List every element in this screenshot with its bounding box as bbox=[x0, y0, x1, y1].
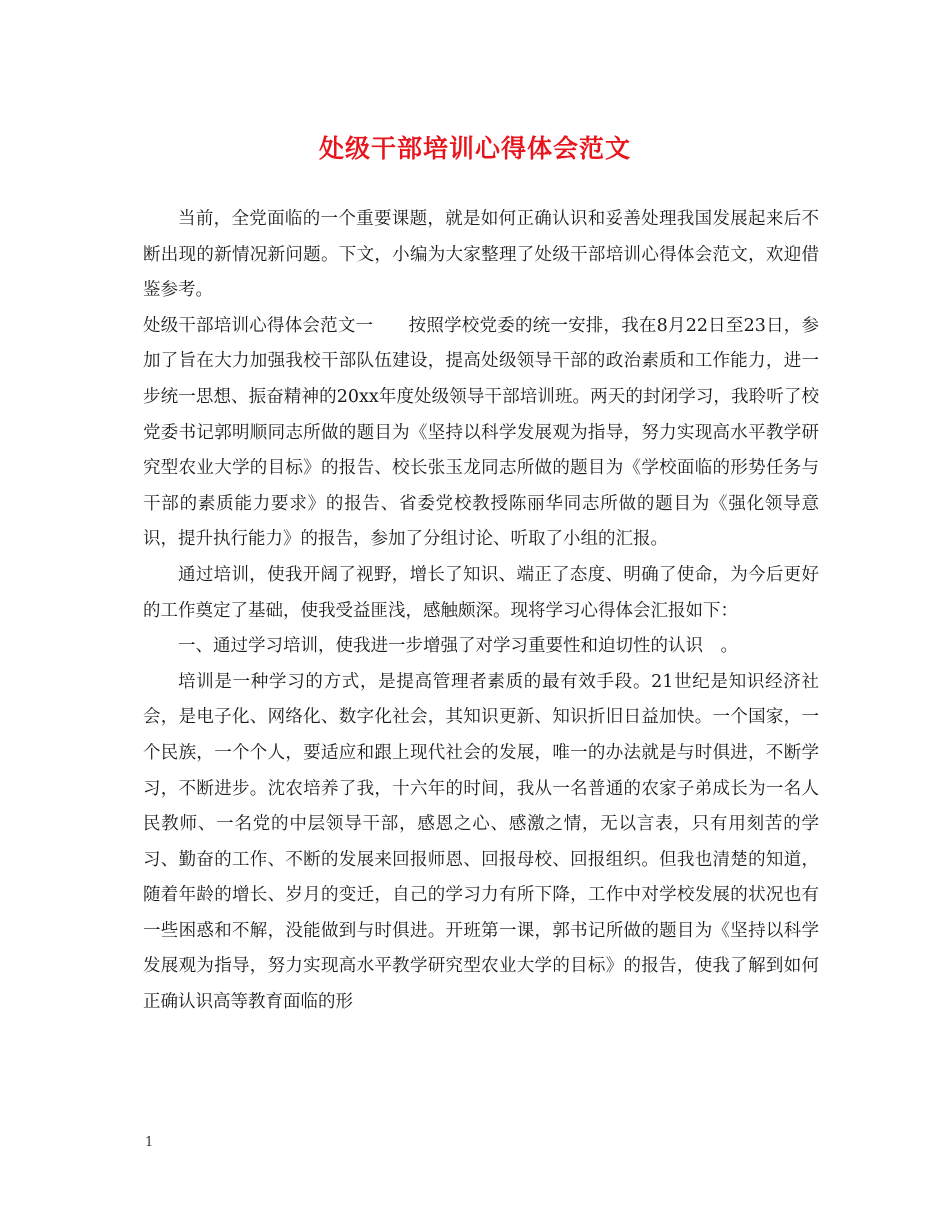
heading-paragraph: 一、通过学习培训，使我进一步增强了对学习重要性和迫切性的认识 。 bbox=[178, 636, 738, 657]
document-title: 处级干部培训心得体会范文 bbox=[318, 134, 631, 163]
page-number: 1 bbox=[145, 1135, 154, 1150]
training-paragraph: 培训是一种学习的方式，是提高管理者素质的最有效手段。21世纪是知识经济社会，是电子化、网络化、数字化社会，其知识更新、知识折旧日益加快。一个国家，一个民族，一个个人，要适应和跟上现代社会的发展，唯一的办法就是与时俱进，不断学习，不断进步。沈农培养了我，十六年的时间，我从一名普通的农家子弟成长为一名人民教师、一名党的中层领导干部，感恩之心、感激之情，无以言表，只有用刻苦的学习、勤奋的工作、不断的发展来回报师恩、回报母校、回报组织。但我也清楚的知道，随着年龄的增长、岁月的变迁，自己的学习力有所下降，工作中对学校发展的状况也有一些困惑和不解，没能做到与时俱进。开班第一课，郭书记所做的题目为《坚持以科学发展观为指导，努力实现高水平教学研究型农业大学的目标》的报告，使我了解到如何正确认识高等教育面临的形 bbox=[143, 671, 819, 1013]
section-one-paragraph: 处级干部培训心得体会范文一 按照学校党委的统一安排，我在8月22日至23日，参加了旨在大力加强我校干部队伍建设，提高处级领导干部的政治素质和工作能力，进一步统一思想、振奋精神的20xx年度处级领导干部培训班。两天的封闭学习，我聆听了校党委书记郭明顺同志所做的题目为《坚持以科学发展观为指导，努力实现高水平教学研究型农业大学的目标》的报告、校长张玉龙同志所做的题目为《学校面临的形势任务与干部的素质能力要求》的报告、省委党校教授陈丽华同志所做的题目为《强化领导意识，提升执行能力》的报告，参加了分组讨论、听取了小组的汇报。 bbox=[143, 315, 819, 550]
document-body bbox=[143, 202, 819, 1021]
intro-paragraph: 当前，全党面临的一个重要课题，就是如何正确认识和妥善处理我国发展起来后不断出现的新情况新问题。下文，小编为大家整理了处级干部培训心得体会范文，欢迎借鉴参考。 bbox=[143, 209, 819, 301]
summary-paragraph: 通过培训，使我开阔了视野，增长了知识、端正了态度、明确了使命，为今后更好的工作奠定了基础，使我受益匪浅，感触颇深。现将学习心得体会汇报如下： bbox=[143, 564, 819, 621]
